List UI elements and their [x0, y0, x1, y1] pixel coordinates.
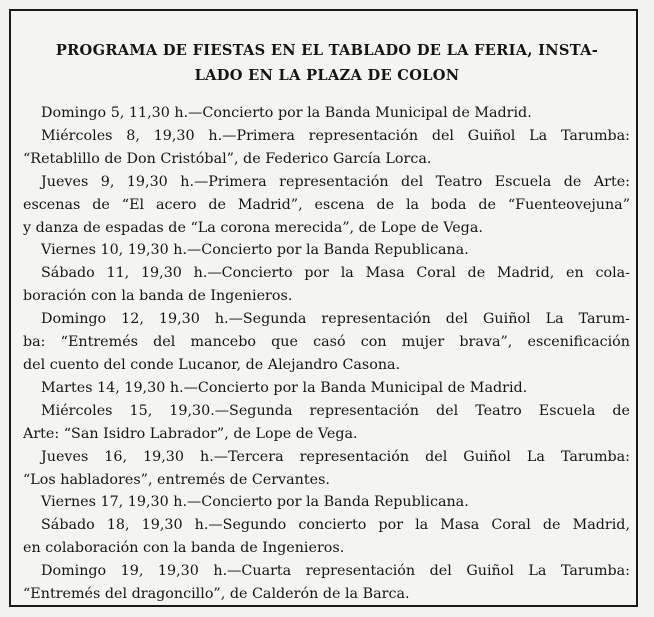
entry-line: ba: “Entremés del mancebo que casó con mujer brava”, escenificación: [23, 334, 630, 351]
entry-line: Domingo 19, 19,30 h.—Cuarta representación del Guiñol La Tarumba:: [41, 563, 630, 580]
program-entries: [23, 102, 630, 606]
program-entry: [23, 125, 630, 171]
entry-line: Miércoles 15, 19,30.—Segunda representación del Teatro Escuela de: [41, 402, 630, 419]
program-entry: [23, 171, 630, 240]
title-line: PROGRAMA DE FIESTAS EN EL TABLADO DE LA FERIA, INSTA-: [55, 42, 599, 59]
entry-line: Arte: “San Isidro Labrador”, de Lope de Vega.: [23, 425, 358, 442]
entry-line: Sábado 11, 19,30 h.—Concierto por la Masa Coral de Madrid, en cola-: [41, 265, 630, 282]
entry-line: Martes 14, 19,30 h.—Concierto por la Banda Municipal de Madrid.: [41, 379, 528, 396]
program-entry: [23, 308, 630, 377]
entry-line: escenas de “El acero de Madrid”, escena de la boda de “Fuenteovejuna”: [23, 196, 630, 213]
program-entry: [23, 560, 630, 606]
program-entry: [23, 102, 630, 125]
entry-line: Miércoles 8, 19,30 h.—Primera representación del Guiñol La Tarumba:: [41, 127, 630, 144]
entry-line: “Entremés del dragoncillo”, de Calderón de la Barca.: [23, 586, 410, 603]
entry-line: “Retablillo de Don Cristóbal”, de Federico García Lorca.: [23, 150, 432, 167]
entry-line: y danza de espadas de “La corona merecida”, de Lope de Vega.: [23, 219, 483, 236]
entry-line: Jueves 16, 19,30 h.—Tercera representación del Guiñol La Tarumba:: [41, 448, 630, 465]
program-entry: [23, 514, 630, 560]
entry-line: Viernes 17, 19,30 h.—Concierto por la Banda Republicana.: [41, 494, 469, 511]
entry-line: del cuento del conde Lucanor, de Alejandro Casona.: [23, 356, 401, 373]
entry-line: Jueves 9, 19,30 h.—Primera representación del Teatro Escuela de Arte:: [41, 173, 630, 190]
program-entry: [23, 262, 630, 308]
program-box: [9, 9, 638, 607]
program-entry: [23, 377, 630, 400]
title-line: LADO EN LA PLAZA DE COLON: [194, 67, 460, 84]
entry-line: boración con la banda de Ingenieros.: [23, 288, 293, 305]
entry-line: “Los habladores”, entremés de Cervantes.: [23, 471, 330, 488]
entry-line: Viernes 10, 19,30 h.—Concierto por la Banda Republicana.: [41, 242, 469, 259]
entry-line: Domingo 12, 19,30 h.—Segunda representación del Guiñol La Tarum-: [41, 311, 630, 328]
entry-line: en colaboración con la banda de Ingenieros.: [23, 540, 345, 557]
program-title: [21, 38, 633, 88]
entry-line: Sábado 18, 19,30 h.—Segundo concierto por la Masa Coral de Madrid,: [41, 517, 630, 534]
program-entry: [23, 446, 630, 492]
program-entry: [23, 239, 630, 262]
program-entry: [23, 400, 630, 446]
entry-line: Domingo 5, 11,30 h.—Concierto por la Banda Municipal de Madrid.: [41, 105, 532, 121]
program-entry: [23, 491, 630, 514]
